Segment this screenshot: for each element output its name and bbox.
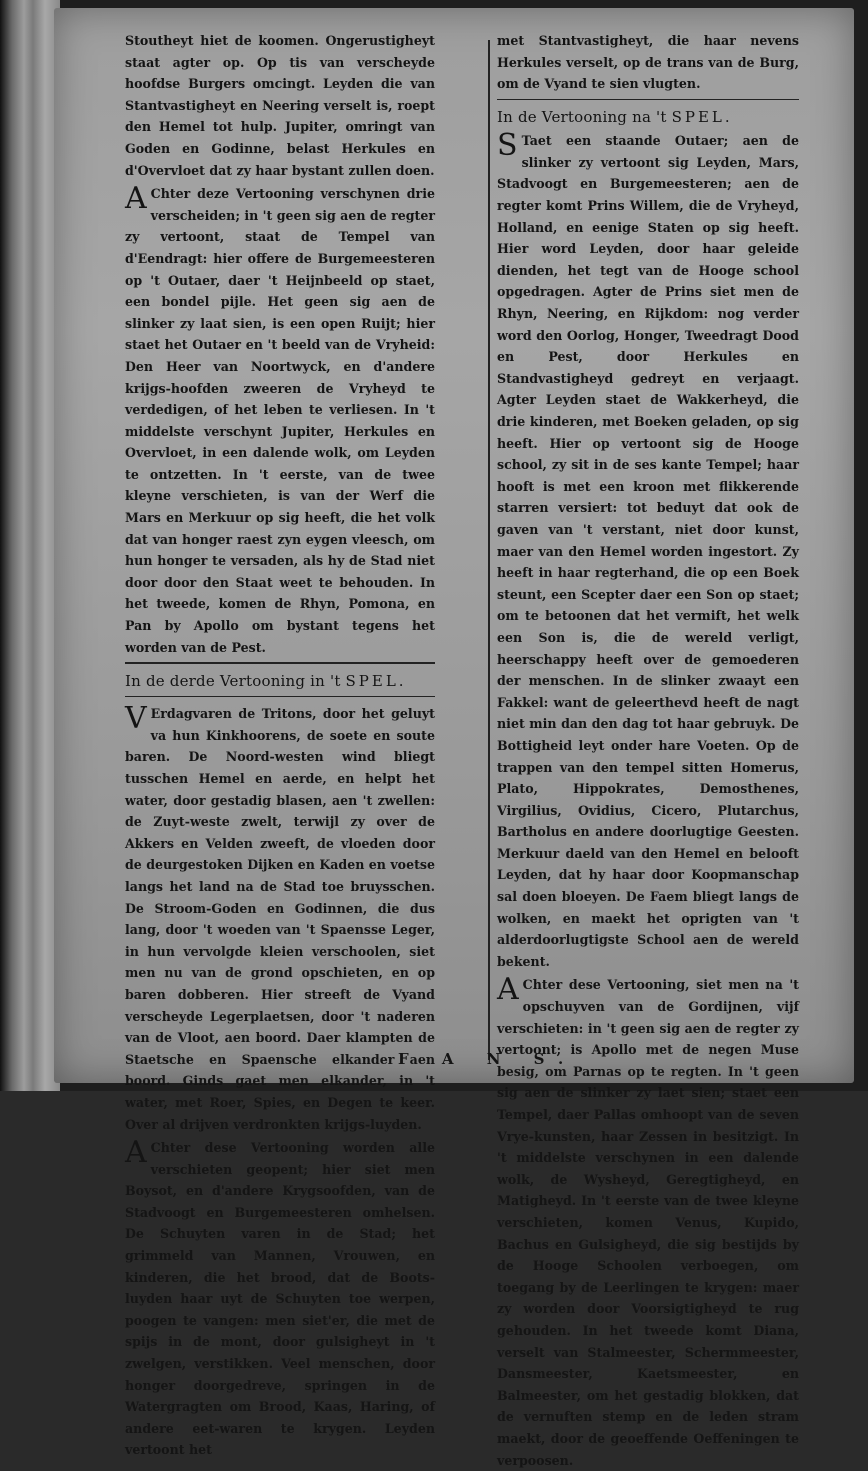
left-paragraph-3 [125, 703, 435, 1135]
drop-cap: A [497, 972, 519, 1008]
drop-cap: A [125, 1135, 147, 1171]
section-heading-spel: SPEL. [345, 671, 407, 690]
drop-cap: S [497, 128, 518, 164]
right-column [497, 30, 799, 1471]
section-rule [497, 99, 799, 101]
section-heading-text: In de derde Vertooning in 't [125, 671, 341, 690]
drop-cap: A [125, 181, 147, 217]
section-heading-text: In de Vertooning na 't [497, 108, 667, 127]
left-paragraph-4-text: Chter dese Vertooning worden alle verschieten geopent; hier siet men Boysot, en d'andere Krygsoofden, van de Stadvoogt en Burgemeesteren omhelsen. De Schuyten varen in de Stad; het grimmeld van Mannen, Vrouwen, en kinderen, die het brood, dat de Boots-luyden haar uyt de Schuyten toe werpen, poogen te vangen: men siet'er, die met de spijs in de mont, door gulsigheyt in 't zwelgen, verstikken. Veel menschen, door honger doorgedreve, springen in de Watergragten om Brood, Kaas, Haring, of andere eet-waren te krygen. Leyden vertoont het [125, 1140, 435, 1458]
right-paragraph-2 [497, 130, 799, 972]
right-paragraph-3 [497, 974, 799, 1471]
left-paragraph-2-text: Chter deze Vertooning verschynen drie verscheiden; in 't geen sig aen de regter zy vertoont, staat de Tempel van d'Eendragt: hier offere de Burgemeesteren op 't Outaer, daer 't Heijnbeeld op staet, een bondel pijle. Het geen sig aen de slinker zy laat sien, is een open Ruijt; hier staet het Outaer en 't beeld van de Vryheid: Den Heer van Noortwyck, en d'andere krijgs-hoofden zweeren de Vryheyd te verdedigen, of het leben te verliesen. In 't middelste verschynt Jupiter, Herkules en Overvloet, in een dalende wolk, om Leyden te ontzetten. In 't eerste, van de twee kleyne verschieten, is van der Werf die Mars en Merkuur op sig heeft, die het volk dat van honger raest zyn eygen vleesch, om hun honger te versaden, als hy de Stad niet door door den Staat weet te behouden. In het tweede, komen de Rhyn, Pomona, en Pan by Apollo om bystant tegens het worden van de Pest. [125, 186, 436, 655]
drop-cap: V [125, 701, 147, 737]
left-column [125, 30, 435, 1461]
left-paragraph-2 [125, 183, 435, 658]
column-divider [488, 40, 490, 1060]
catchword: F A N S. [398, 1050, 578, 1068]
section-rule [125, 662, 435, 664]
left-paragraph-1: Stoutheyt hiet de koomen. Ongerustigheyt staat agter op. Op tis van verscheyde hoofdse Burgers omcingt. Leyden die van Stantvastigheyt en Neering verselt is, roept den Hemel tot hulp. Jupiter, omringt van Goden en Godinne, belast Herkules en d'Overvloet dat zy haar bystant zullen doen. [125, 33, 435, 178]
section-rule [125, 696, 435, 698]
right-paragraph-1: met Stantvastigheyt, die haar nevens Herkules verselt, op de trans van de Burg, om de Vyand te sien vlugten. [497, 33, 799, 92]
section-heading-na-spel [497, 106, 799, 128]
right-paragraph-2-text: Taet een staande Outaer; aen de slinker zy vertoont sig Leyden, Mars, Stadvoogt en Burgemeesteren; aen de regter komt Prins Willem, die de Vryheyd, Holland, en eenige Staten op sig heeft. Hier word Leyden, door haar geleide dienden, het tegt van de Hooge school opgedragen. Agter de Prins siet men de Rhyn, Neering, en Rijkdom: nog verder word den Oorlog, Honger, Tweedragt Dood en Pest, door Herkules en Standvastigheyd gedreyt en verjaagt. Agter Leyden staet de Wakkerheyd, die drie kinderen, met Boeken geladen, op sig heeft. Hier op vertoont sig de Hooge school, zy sit in de ses kante Tempel; haar hooft is met een kroon met flikkerende starren versiert: tot beduyt dat ook de gaven van 't verstant, niet door kunst, maer van den Hemel worden ingestort. Zy heeft in haar regterhand, die op een Boek steunt, een Scepter daer een Son op staet; om te betoonen dat het vermift, het welk een Son is, die de wereld verligt, heerschappy heeft over de gemoederen der menschen. In de slinker zwaayt een Fakkel: want de geleerthevd heeft de nagt niet min dan den dag tot haar gebruyk. De Bottigheid leyt onder hare Voeten. Op de trappen van den tempel sitten Homerus, Plato, Hippokrates, Demosthenes, Virgilius, Ovidius, Cicero, Plutarchus, Bartholus en andere doorlugtige Geesten. Merkuur daeld van den Hemel en belooft Leyden, dat hy haar door Koopmanschap sal doen bloeyen. De Faem bliegt langs de wolken, en maekt het oprigten van 't alderdoorlugtigste School aen de wereld bekent. [497, 133, 799, 969]
left-paragraph-3-text: Erdagvaren de Tritons, door het geluyt va hun Kinkhoorens, de soete en soute baren. De Noord-westen wind bliegt tusschen Hemel en aerde, en helpt het water, door gestadig blasen, aen 't zwellen: de Zuyt-weste zwelt, terwijl zy over de Akkers en Velden zweeft, de vloeden door de deurgestoken Dijken en Kaden en voetse langs het land na de Stad toe bruysschen. De Stroom-Goden en Godinnen, die dus lang, door 't woeden van 't Spaensse Leger, in hun vervolgde kleien verschoolen, siet men nu van de grond opschieten, en op baren dobberen. Hier streeft de Vyand verscheyde Legerplaetsen, door 't naderen van de Vloot, aen boord. Daer klampten de Staetsche en Spaensche elkander aen boord. Ginds gaet men elkander, in 't water, met Roer, Spies, en Degen te keer. Over al drijven verdronkten krijgs-luyden. [125, 706, 435, 1132]
left-paragraph-4 [125, 1137, 435, 1461]
section-heading-spel: SPEL. [671, 108, 733, 127]
book-edge [0, 0, 60, 1091]
right-paragraph-3-text: Chter dese Vertooning, siet men na 't opschuyven van de Gordijnen, vijf verschieten: in 't geen sig aen de regter zy vertoont; is Apollo met de negen Muse besig, om Parnas op te regten. In 't geen sig aen de slinker zy laet sien; staet een Tempel, daer Pallas omhoopt van de seven Vrye-kunsten, haar Zessen in besitzigt. In 't middelste verschynen in een dalende wolk, de Wysheyd, Geregtigheyd, en Matigheyd. In 't eerste van de twee kleyne verschieten, komen Venus, Kupido, Bachus en Gulsigheyd, die sig bestijds by de Hooge Schoolen verboegen, om toegang by de Leerlingen te krygen: maer zy worden door Voorsigtigheyd te rug gehouden. In het tweede komt Diana, verselt van Stalmeester, Schermmeester, Dansmeester, Kaetsmeester, en Balmeester, om het gestadig blokken, dat de vernuften stemp en de leden stram maekt, door de geoeffende Oeffeningen te verpoosen. [497, 977, 799, 1468]
section-heading-derde [125, 670, 435, 692]
